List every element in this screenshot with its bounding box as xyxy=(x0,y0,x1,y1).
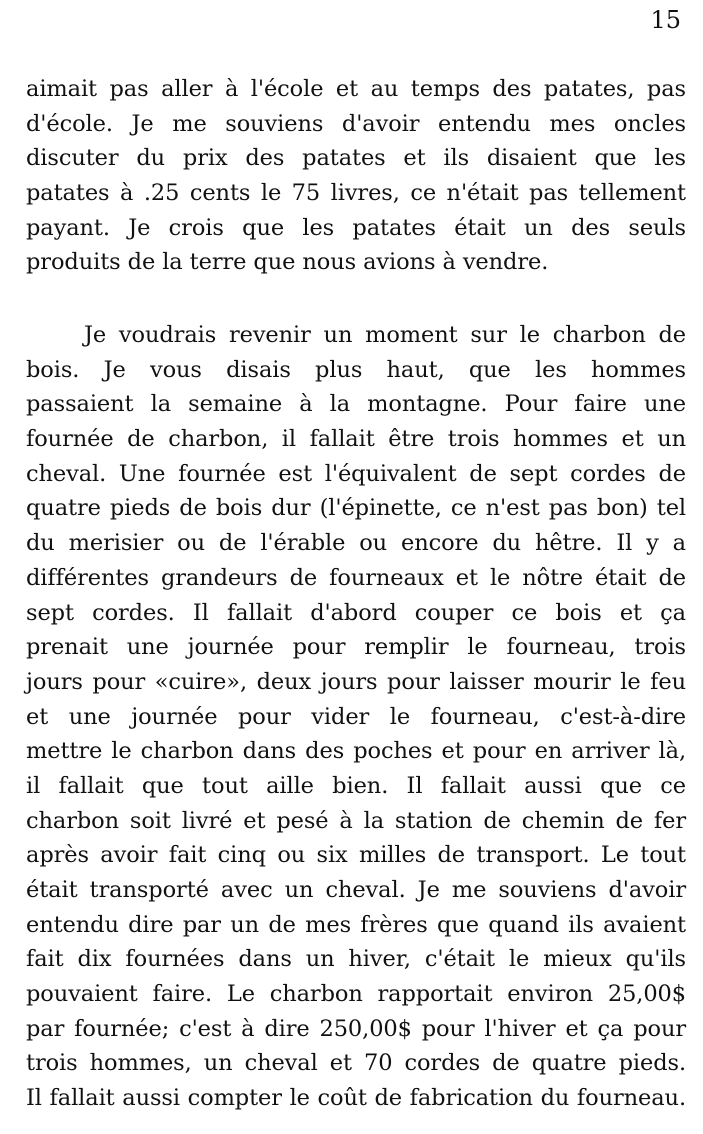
text-line: et une journée pour vider le fourneau, c'est-à-dire xyxy=(26,703,686,730)
text-line: trois hommes, un cheval et 70 cordes de quatre pieds. xyxy=(26,1050,686,1077)
text-line: différentes grandeurs de fourneaux et le nôtre était de xyxy=(26,564,686,591)
text-line: après avoir fait cinq ou six milles de transport. Le tout xyxy=(26,842,686,869)
text-line: passaient la semaine à la montagne. Pour faire une xyxy=(26,391,686,418)
text-line: du merisier ou de l'érable ou encore du hêtre. Il y a xyxy=(26,530,686,557)
text-line: cheval. Une fournée est l'équivalent de sept cordes de xyxy=(26,460,686,487)
text-line: était transporté avec un cheval. Je me souviens d'avoir xyxy=(26,877,686,903)
text-line: aimait pas aller à l'école et au temps des patates, pas xyxy=(26,76,686,102)
text-line: sept cordes. Il fallait d'abord couper ce bois et ça xyxy=(26,599,686,626)
text-line: prenait une journée pour remplir le fourneau, trois xyxy=(26,634,686,661)
text-line: jours pour «cuire», deux jours pour laisser mourir le feu xyxy=(26,668,686,695)
text-line: d'école. Je me souviens d'avoir entendu mes oncles xyxy=(26,110,686,137)
text-line: pouvaient faire. Le charbon rapportait environ 25,00$ xyxy=(26,981,686,1008)
text-line: par fournée; c'est à dire 250,00$ pour l'hiver et ça pour xyxy=(26,1015,686,1042)
text-line: Il fallait aussi compter le coût de fabrication du fourneau. xyxy=(26,1085,686,1112)
text-line: payant. Je crois que les patates était un des seuls xyxy=(26,214,686,241)
text-line: Je voudrais revenir un moment sur le charbon de xyxy=(84,322,686,348)
text-line: fait dix fournées dans un hiver, c'était le mieux qu'ils xyxy=(26,946,686,973)
text-line: fournée de charbon, il fallait être trois hommes et un xyxy=(26,426,686,453)
text-line: il fallait que tout aille bien. Il fallait aussi que ce xyxy=(26,772,686,799)
text-line: mettre le charbon dans des poches et pour en arriver là, xyxy=(26,738,686,765)
text-line: entendu dire par un de mes frères que quand ils avaient xyxy=(26,911,686,938)
page-number: 15 xyxy=(650,6,681,34)
text-line: charbon soit livré et pesé à la station de chemin de fer xyxy=(26,807,686,834)
paragraph-2 xyxy=(26,318,686,1116)
text-line: produits de la terre que nous avions à vendre. xyxy=(26,249,549,276)
text-line: quatre pieds de bois dur (l'épinette, ce n'est pas bon) tel xyxy=(26,495,686,522)
text-line: bois. Je vous disais plus haut, que les hommes xyxy=(26,356,686,383)
text-line: patates à .25 cents le 75 livres, ce n'était pas tellement xyxy=(26,180,686,207)
paragraph-1 xyxy=(26,72,686,280)
text-line: discuter du prix des patates et ils disaient que les xyxy=(26,145,686,172)
